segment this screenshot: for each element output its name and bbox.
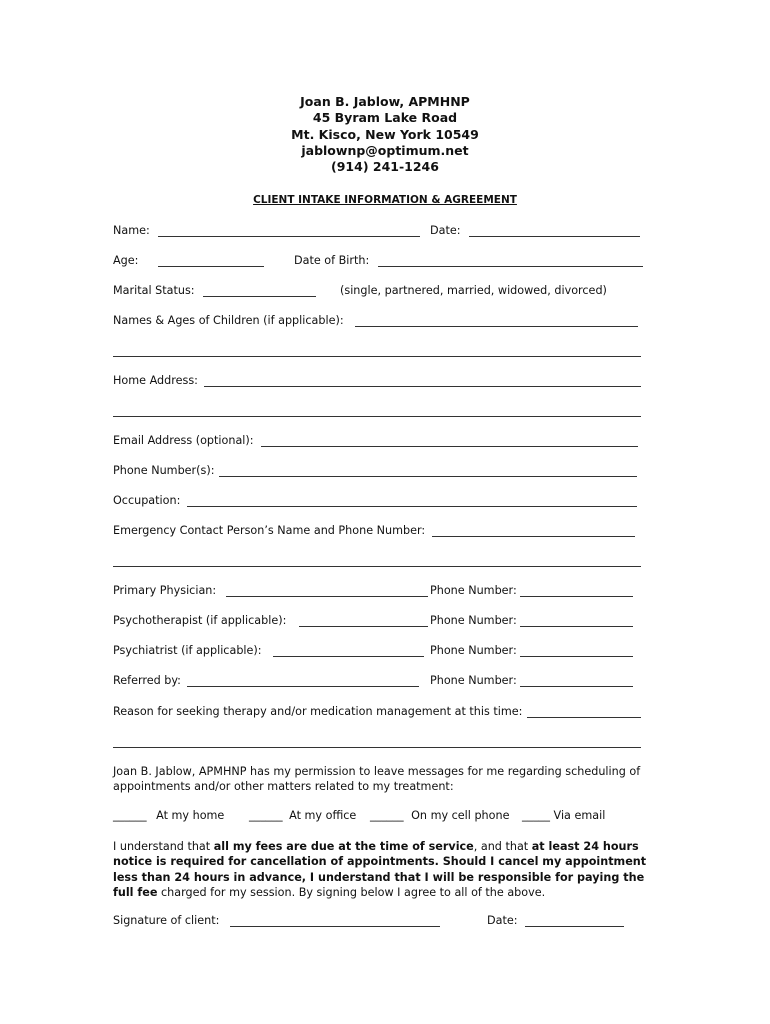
marital-options: (single, partnered, married, widowed, divorced) (340, 284, 607, 297)
emergency-field[interactable] (432, 536, 635, 537)
option-cell-blank: ______ (370, 809, 404, 822)
name-row (113, 224, 150, 238)
date-label: Date: (430, 224, 461, 237)
physician-label: Primary Physician: (113, 584, 217, 597)
address-label: Home Address: (113, 374, 198, 387)
psychotherapist-field[interactable] (299, 626, 428, 627)
occupation-label: Occupation: (113, 494, 181, 507)
name-label: Name: (113, 224, 150, 237)
emergency-field-continued[interactable] (113, 566, 641, 567)
age-label: Age: (113, 254, 139, 267)
occupation-row (113, 494, 180, 508)
children-row (113, 314, 344, 328)
referred-phone-label: Phone Number: (430, 674, 517, 687)
provider-phone: (914) 241-1246 (331, 159, 439, 175)
children-field-continued[interactable] (113, 356, 641, 357)
psychotherapist-row (113, 614, 286, 628)
provider-name: Joan B. Jablow, APMHNP (300, 94, 470, 109)
option-email-label: Via email (553, 809, 606, 822)
agreement-part-2: , and that (473, 840, 532, 853)
option-home-blank: ______ (113, 809, 147, 822)
signature-date-field[interactable] (525, 926, 624, 927)
psychotherapist-phone-label: Phone Number: (430, 614, 517, 627)
email-label: Email Address (optional): (113, 434, 254, 447)
psychiatrist-phone-label: Phone Number: (430, 644, 517, 657)
option-home[interactable] (113, 809, 224, 823)
dob-label: Date of Birth: (294, 254, 370, 267)
email-field[interactable] (261, 446, 638, 447)
phone-field[interactable] (219, 476, 637, 477)
children-label: Names & Ages of Children (if applicable): (113, 314, 344, 327)
agreement-bold-cancellation: at least 24 hours notice is required for cancellation of appointments. Should I cancel my appointment less than 24 hours in advance, I understand that I will be responsible for paying the full fee (113, 840, 647, 899)
psychiatrist-label: Psychiatrist (if applicable): (113, 644, 262, 657)
option-cell-label: On my cell phone (411, 809, 510, 822)
option-email[interactable] (522, 809, 605, 823)
psychotherapist-phone-field[interactable] (520, 626, 633, 627)
occupation-field[interactable] (187, 506, 637, 507)
children-field[interactable] (355, 326, 638, 327)
address-row (113, 374, 198, 388)
provider-street: 45 Byram Lake Road (312, 110, 458, 126)
letterhead (0, 94, 770, 175)
marital-label: Marital Status: (113, 284, 195, 297)
dob-field[interactable] (378, 266, 643, 267)
provider-email: jablownp@optimum.net (301, 142, 469, 158)
option-email-blank: _____ (522, 809, 550, 822)
name-field[interactable] (158, 236, 420, 237)
agreement-part-3: charged for my session. By signing below I agree to all of the above. (157, 885, 546, 899)
referred-row (113, 674, 181, 688)
address-field[interactable] (204, 386, 641, 387)
signature-date-label: Date: (487, 914, 518, 927)
provider-city: Mt. Kisco, New York 10549 (291, 126, 479, 142)
psychiatrist-field[interactable] (273, 656, 424, 657)
option-office[interactable] (249, 809, 356, 823)
psychiatrist-row (113, 644, 262, 658)
date-field[interactable] (469, 236, 640, 237)
address-field-continued[interactable] (113, 416, 641, 417)
option-cell[interactable] (370, 809, 509, 823)
referred-phone-field[interactable] (520, 686, 633, 687)
option-office-blank: ______ (249, 809, 283, 822)
referred-field[interactable] (187, 686, 419, 687)
reason-field-continued[interactable] (113, 747, 641, 748)
physician-field[interactable] (226, 596, 428, 597)
option-home-label: At my home (156, 809, 225, 822)
signature-field[interactable] (230, 926, 440, 927)
reason-field[interactable] (527, 717, 641, 718)
referred-label: Referred by: (113, 674, 181, 687)
psychiatrist-phone-field[interactable] (520, 656, 633, 657)
phone-row (113, 464, 214, 478)
psychotherapist-label: Psychotherapist (if applicable): (113, 614, 287, 627)
physician-phone-label: Phone Number: (430, 584, 517, 597)
emergency-row (113, 524, 425, 538)
emergency-label: Emergency Contact Person’s Name and Phone Number: (113, 524, 426, 537)
physician-phone-field[interactable] (520, 596, 633, 597)
signature-row (113, 914, 219, 928)
option-office-label: At my office (289, 809, 357, 822)
agreement-part-1: I understand that (113, 840, 214, 853)
form-title: CLIENT INTAKE INFORMATION & AGREEMENT (253, 194, 517, 206)
marital-field[interactable] (203, 296, 316, 297)
permission-text: Joan B. Jablow, APMHNP has my permission to leave messages for me regarding scheduling of appointments and/or other matters related to my treatment: (113, 765, 641, 794)
signature-label: Signature of client: (113, 914, 220, 927)
reason-row (113, 705, 522, 719)
agreement-bold-fees: all my fees are due at the time of service (213, 840, 474, 853)
physician-row (113, 584, 216, 598)
email-row (113, 434, 254, 448)
phone-label: Phone Number(s): (113, 464, 215, 477)
age-row (113, 254, 138, 268)
age-field[interactable] (158, 266, 264, 267)
marital-row (113, 284, 195, 298)
agreement-text (113, 839, 648, 900)
reason-label: Reason for seeking therapy and/or medication management at this time: (113, 705, 523, 718)
